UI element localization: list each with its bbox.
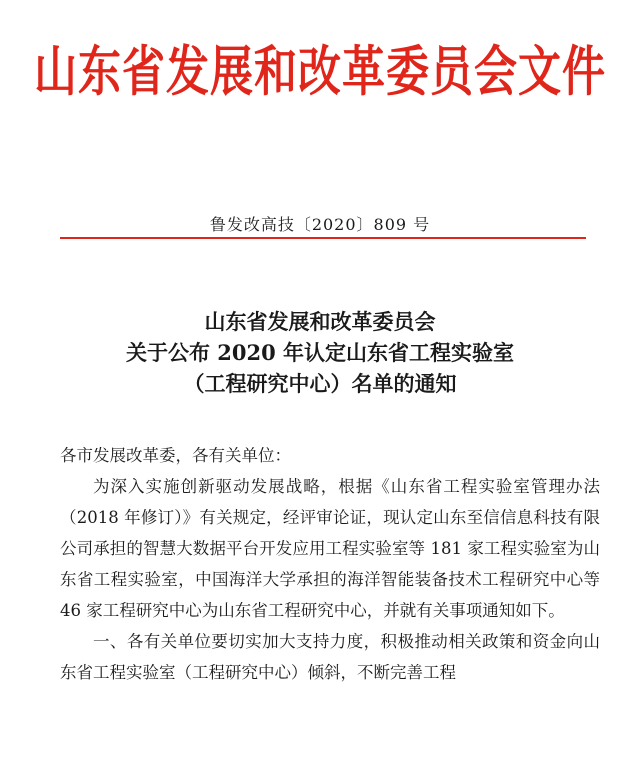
document-header-title: 山东省发展和改革委员会文件 (34, 41, 606, 104)
red-divider-line (60, 237, 586, 239)
notice-title-line-2: 关于公布 2020 年认定山东省工程实验室 (125, 340, 515, 365)
notice-body (60, 440, 600, 688)
notice-title-line-1: 山东省发展和改革委员会 (204, 309, 436, 334)
paragraph-intro: 为深入实施创新驱动发展战略，根据《山东省工程实验室管理办法（2018 年修订）》有关规定，经评审论证，现认定山东至信信息科技有限公司承担的智慧大数据平台开发应用工程实验室等 181 家工程实验室为山东省工程实验室，中国海洋大学承担的海洋智能装备技术工程研究中心等 46 家工程研究中心为山东省工程研究中心，并就有关事项通知如下。 (60, 477, 600, 620)
document-number: 鲁发改高技〔2020〕809 号 (209, 215, 431, 234)
notice-title (0, 306, 640, 399)
salutation: 各市发展改革委，各有关单位： (60, 446, 291, 465)
paragraph-item-1: 一、各有关单位要切实加大支持力度，积极推动相关政策和资金向山东省工程实验室（工程研究中心）倾斜，不断完善工程 (60, 632, 600, 682)
notice-title-line-3: （工程研究中心）名单的通知 (183, 371, 457, 396)
